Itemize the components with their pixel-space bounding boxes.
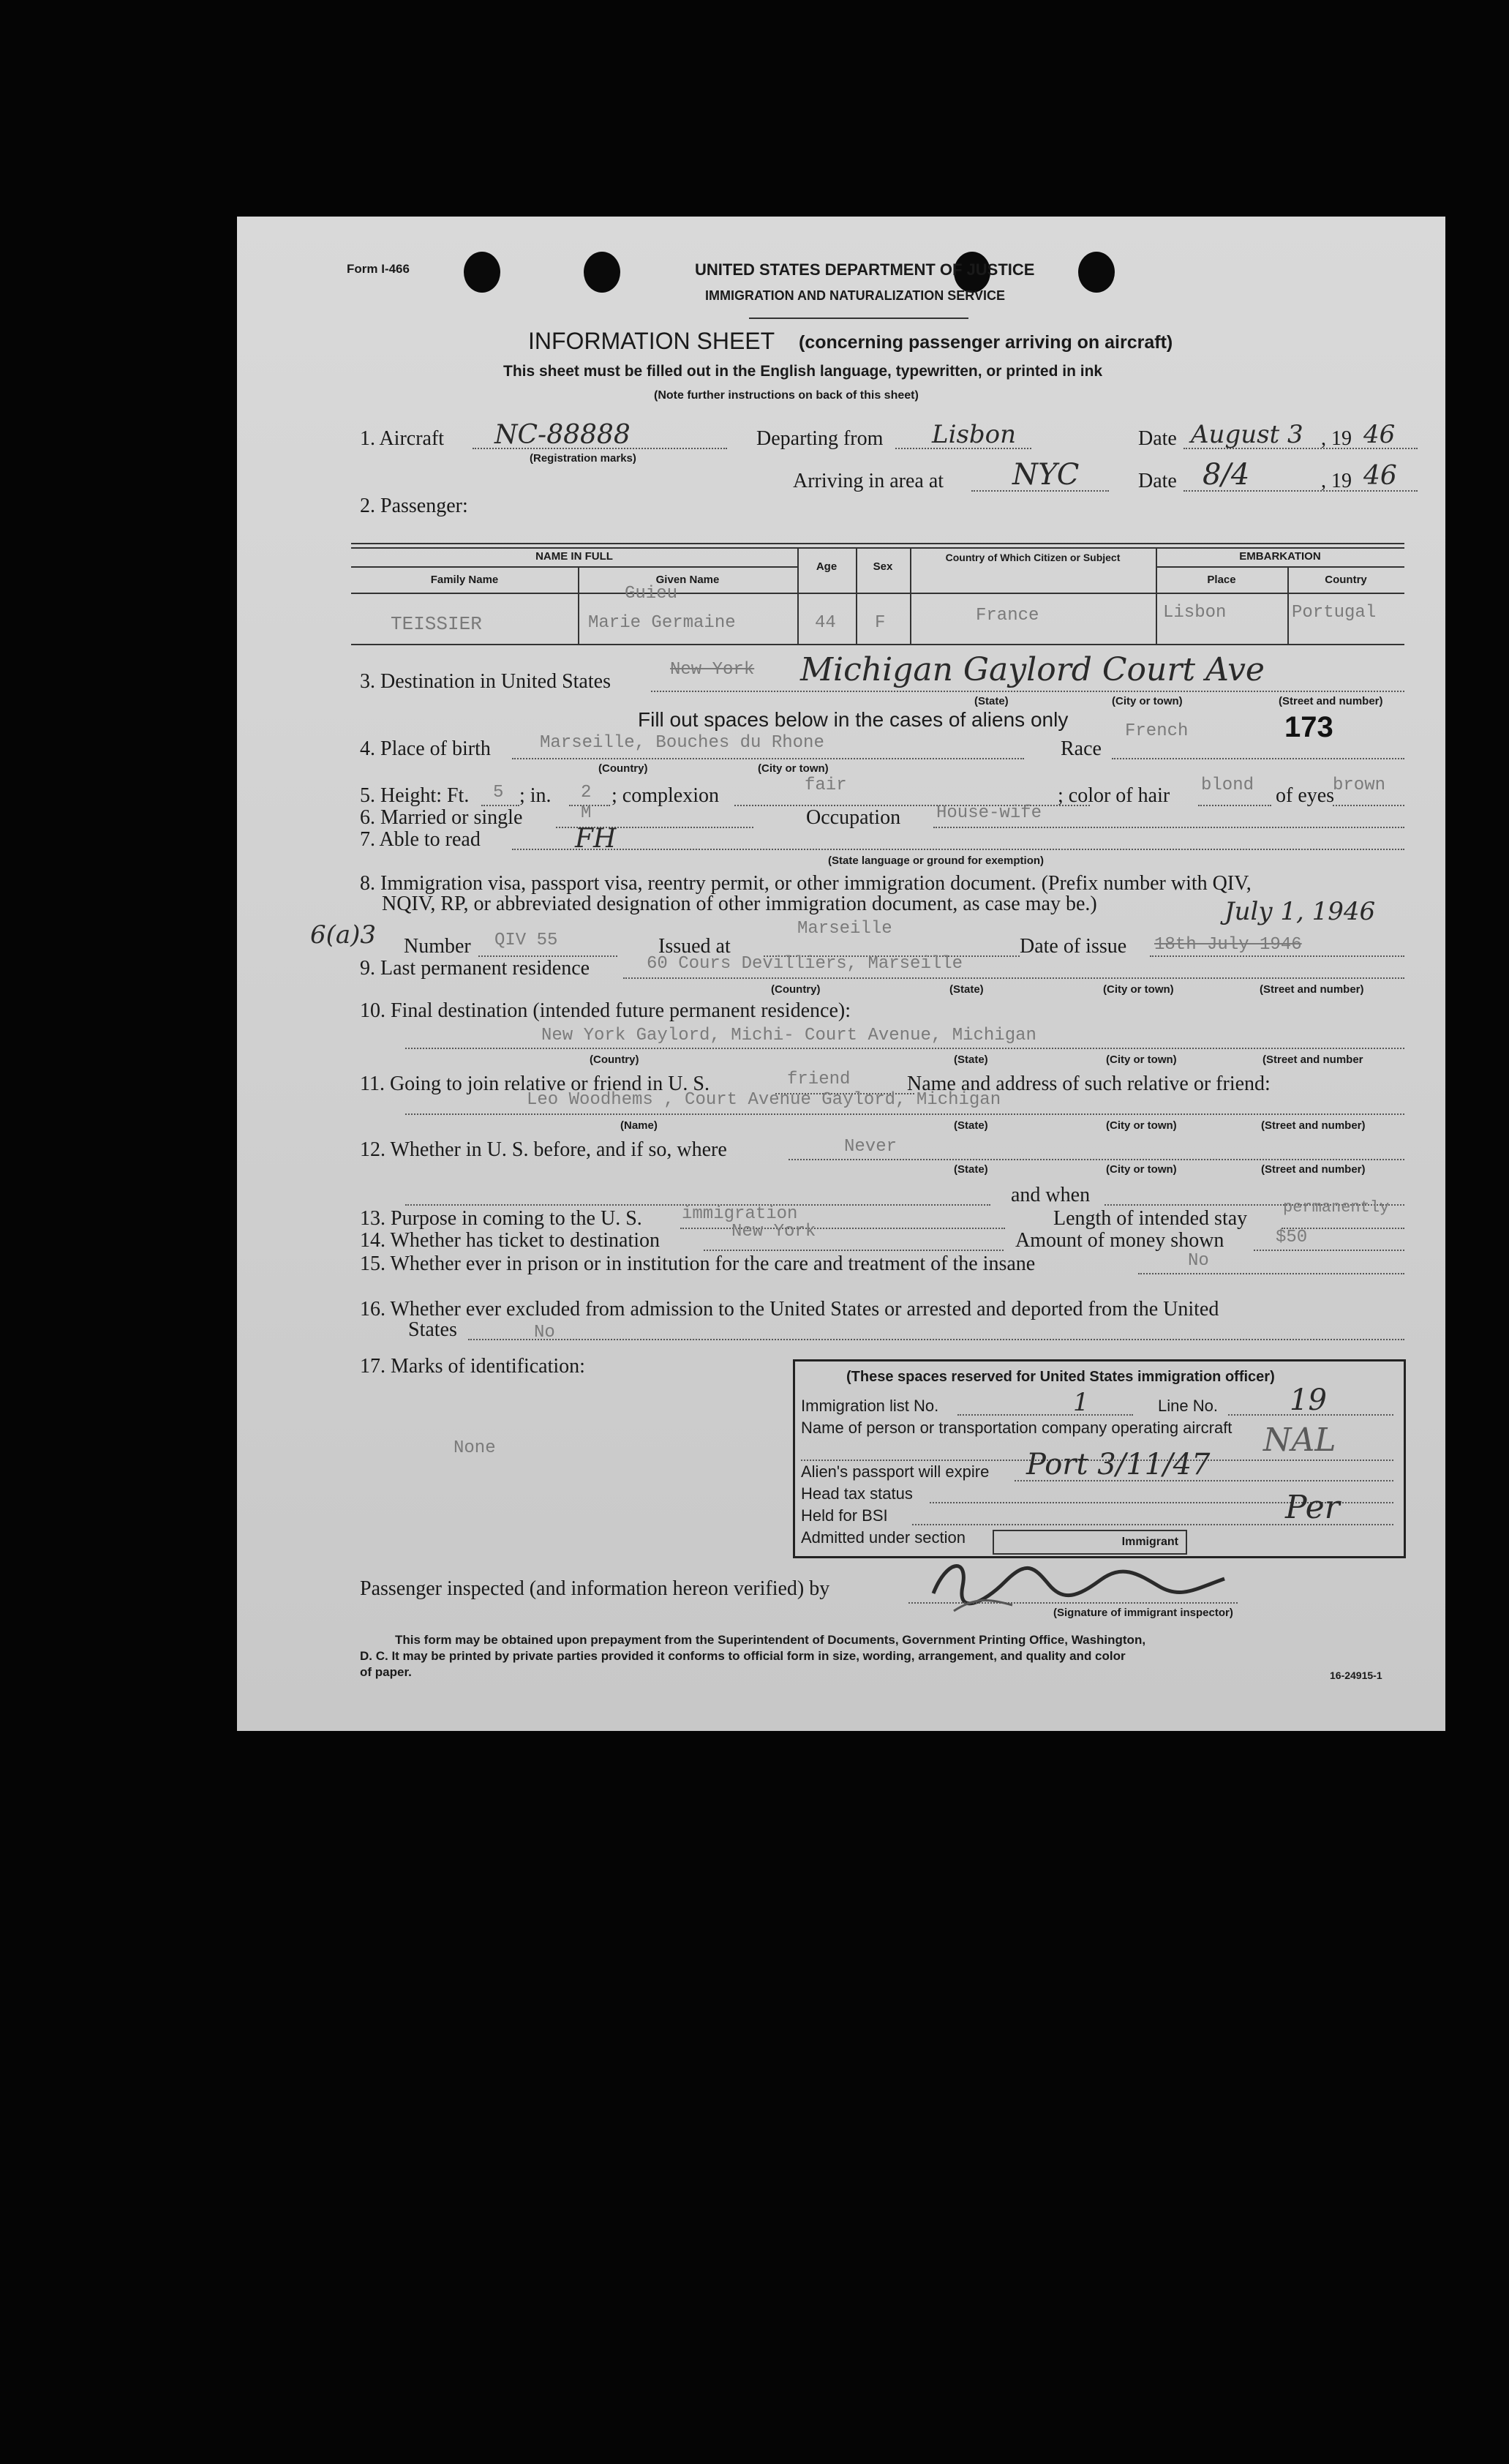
table-rule (351, 644, 1404, 645)
stay-value: permanently (1283, 1198, 1390, 1217)
state-caption: (State) (974, 695, 1009, 707)
purpose-label: 13. Purpose in coming to the U. S. (360, 1207, 642, 1230)
maiden-name: Guieu (625, 584, 678, 604)
hair-label: ; color of hair (1058, 784, 1170, 807)
country-caption: (Country) (598, 762, 648, 775)
height-ft: 5 (493, 783, 504, 803)
company-label: Name of person or transportation company operating aircraft (801, 1419, 1233, 1437)
city-caption: (City or town) (1112, 695, 1183, 707)
height-in: 2 (581, 783, 592, 803)
embarkation-header: EMBARKATION (1239, 550, 1321, 563)
eyes-label: of eyes (1276, 784, 1335, 807)
sex-value: F (875, 613, 886, 633)
visa-margin-note: 6(a)3 (310, 920, 377, 950)
instruction-text: This sheet must be filled out in the English language, typewritten, or printed in ink (503, 363, 1103, 380)
ticket-label: 14. Whether has ticket to destination (360, 1229, 661, 1252)
height-in-label: ; in. (519, 784, 552, 807)
race-label: Race (1061, 737, 1102, 760)
occupation-value: House-wife (936, 803, 1042, 823)
ticket-line (704, 1250, 1004, 1251)
signature-line (908, 1602, 1238, 1604)
date2-value: 8/4 (1203, 458, 1250, 492)
ticket-value: New York (731, 1222, 816, 1242)
divider (749, 318, 968, 319)
state-caption: (State) (954, 1053, 988, 1066)
form-title-note: (concerning passenger arriving on aircraft) (799, 332, 1173, 353)
marks-label: 17. Marks of identification: (360, 1355, 585, 1378)
aircraft-value: NC-88888 (494, 420, 631, 450)
family-header: Family Name (430, 574, 499, 586)
issue-date-typed: 18th July 1946 (1154, 935, 1302, 955)
issue-date-hand: July 1, 1946 (1224, 897, 1376, 926)
relative-name-label: Name and address of such relative or friend: (907, 1073, 1271, 1095)
marks-value: None (454, 1438, 496, 1458)
married-label: 6. Married or single (360, 806, 523, 829)
year-prefix: , 19 (1321, 427, 1352, 450)
join-value: friend (787, 1070, 851, 1089)
form-code: 16-24915-1 (1330, 1669, 1382, 1681)
read-label: 7. Able to read (360, 828, 481, 851)
excluded-line (468, 1339, 1404, 1340)
residence-line (623, 977, 1404, 979)
before-line (789, 1159, 1404, 1160)
admitted-stamp: Immigrant (993, 1530, 1187, 1555)
name-caption: (Name) (620, 1119, 658, 1132)
state-caption: (State) (954, 1163, 988, 1176)
table-rule (351, 593, 1404, 594)
instruction-note: (Note further instructions on back of this sheet) (654, 389, 919, 402)
excluded-value: No (534, 1323, 555, 1342)
state-caption: (State) (949, 983, 984, 996)
join-label: 11. Going to join relative or friend in U. S. (360, 1073, 710, 1095)
married-value: M (581, 803, 592, 823)
hair-line (1198, 805, 1271, 806)
line-value: 19 (1290, 1383, 1327, 1417)
final-destination-line (405, 1048, 1404, 1049)
visa-number-label: Number (404, 935, 471, 958)
when-label: and when (1011, 1184, 1091, 1206)
city-caption: (City or town) (758, 762, 829, 775)
read-caption: (State language or ground for exemption) (828, 854, 1045, 867)
street-caption: (Street and number) (1279, 695, 1383, 707)
residence-value: 60 Cours Devilliers, Marseille (647, 954, 963, 974)
footer-text-2: D. C. It may be printed by private parties provided it conforms to official form in size, wording, arrangement, and quality and color (360, 1649, 1126, 1663)
inspection-label: Passenger inspected (and information hereon verified) by (360, 1577, 830, 1600)
initials: Per (1285, 1489, 1340, 1526)
table-rule (351, 566, 797, 568)
date2-label: Date (1138, 470, 1177, 492)
hair-value: blond (1201, 775, 1254, 795)
city-caption: (City or town) (1103, 983, 1174, 996)
street-caption: (Street and number (1262, 1053, 1363, 1066)
excluded-label-2: States (408, 1318, 457, 1341)
passport-value: Port 3/11/47 (1026, 1448, 1211, 1481)
money-line (1254, 1250, 1404, 1251)
city-caption: (City or town) (1106, 1053, 1177, 1066)
destination-label: 3. Destination in United States (360, 670, 611, 693)
aliens-note: Fill out spaces below in the cases of aliens only (638, 708, 1069, 731)
given-header: Given Name (655, 574, 720, 586)
country-caption: (Country) (590, 1053, 639, 1066)
departing-label: Departing from (756, 427, 884, 450)
officer-reserved-box (793, 1359, 1406, 1558)
form-title: INFORMATION SHEET (528, 328, 775, 354)
prison-value: No (1188, 1251, 1209, 1271)
punch-hole (464, 252, 500, 293)
family-name: TEISSIER (391, 613, 482, 635)
name-header: NAME IN FULL (535, 550, 613, 563)
purpose-value: immigration (682, 1204, 798, 1224)
city-caption: (City or town) (1106, 1163, 1177, 1176)
relative-line (405, 1113, 1404, 1115)
officer-box-title: (These spaces reserved for United States immigration officer) (846, 1369, 1275, 1385)
street-caption: (Street and number) (1261, 1163, 1366, 1176)
year2-value: 46 (1363, 461, 1397, 491)
residence-label: 9. Last permanent residence (360, 957, 590, 980)
country-caption: (Country) (771, 983, 821, 996)
prison-label: 15. Whether ever in prison or in institution for the care and treatment of the insane (360, 1252, 1036, 1275)
footer-text-3: of paper. (360, 1665, 412, 1679)
read-value: FH (575, 824, 617, 854)
list-line (957, 1414, 1133, 1416)
prison-line (1138, 1273, 1404, 1274)
country-header: Country of Which Citizen or Subject (945, 552, 1121, 563)
form-sheet (237, 217, 1445, 1731)
street-caption: (Street and number) (1260, 983, 1364, 996)
read-line (512, 849, 1404, 850)
embark-country-header: Country (1325, 574, 1367, 586)
year-prefix: , 19 (1321, 470, 1352, 492)
final-destination-value: New York Gaylord, Michi- Court Avenue, Michigan (541, 1026, 1036, 1045)
year1-value: 46 (1363, 420, 1396, 449)
eyes-line (1333, 805, 1404, 806)
service-heading: IMMIGRATION AND NATURALIZATION SERVICE (705, 288, 1005, 303)
birth-line (512, 758, 1024, 759)
registration-caption: (Registration marks) (530, 452, 636, 465)
destination-handwritten: Michigan Gaylord Court Ave (800, 651, 1265, 688)
excluded-label: 16. Whether ever excluded from admission to the United States or arrested and deported from the United (360, 1298, 1219, 1321)
passenger-label: 2. Passenger: (360, 495, 468, 517)
age-header: Age (816, 560, 838, 573)
stay-label: Length of intended stay (1053, 1207, 1248, 1230)
arriving-label: Arriving in area at (793, 470, 944, 492)
before-label: 12. Whether in U. S. before, and if so, where (360, 1138, 727, 1161)
department-heading: UNITED STATES DEPARTMENT OF JUSTICE (695, 260, 1035, 279)
embark-country: Portugal (1292, 603, 1377, 623)
sex-header: Sex (873, 560, 893, 573)
destination-typed: New York (670, 660, 755, 680)
final-destination-label: 10. Final destination (intended future permanent residence): (360, 999, 851, 1022)
table-rule (910, 547, 911, 644)
destination-line (651, 691, 1404, 692)
departing-value: Lisbon (932, 420, 1017, 449)
occupation-label: Occupation (806, 806, 901, 829)
punch-hole (1078, 252, 1115, 293)
complexion-value: fair (805, 775, 847, 795)
footer-text: This form may be obtained upon prepayment from the Superintendent of Documents, Government Printing Office, Washington, (395, 1633, 1146, 1647)
bsi-label: Held for BSI (801, 1506, 888, 1525)
age-value: 44 (815, 613, 836, 633)
given-name: Marie Germaine (588, 613, 736, 633)
city-caption: (City or town) (1106, 1119, 1177, 1132)
date1-label: Date (1138, 427, 1177, 450)
race-line (1112, 758, 1404, 759)
complexion-label: ; complexion (611, 784, 719, 807)
list-value: 1 (1073, 1388, 1089, 1417)
money-value: $50 (1276, 1228, 1308, 1247)
birth-value: Marseille, Bouches du Rhone (540, 733, 824, 753)
race-code: 173 (1284, 711, 1333, 743)
form-number: Form I-466 (347, 262, 410, 276)
table-rule (1156, 566, 1404, 568)
passport-label: Alien's passport will expire (801, 1462, 990, 1481)
race-value: French (1125, 721, 1189, 741)
issue-date-line (1150, 955, 1404, 957)
line-label: Line No. (1158, 1397, 1218, 1415)
citizen-country: France (976, 606, 1039, 626)
aircraft-label: 1. Aircraft (360, 427, 445, 450)
occupation-line (933, 827, 1404, 828)
eyes-value: brown (1333, 775, 1386, 795)
issued-value: Marseille (797, 919, 892, 939)
date1-value: August 3 (1191, 420, 1303, 449)
issued-label: Issued at (658, 935, 731, 958)
visa-label-2: NQIV, RP, or abbreviated designation of other immigration document, as case may be.) (382, 893, 1097, 915)
state-caption: (State) (954, 1119, 988, 1132)
birth-label: 4. Place of birth (360, 737, 491, 760)
embark-place: Lisbon (1163, 603, 1227, 623)
punch-hole (584, 252, 620, 293)
list-label: Immigration list No. (801, 1397, 939, 1415)
money-label: Amount of money shown (1015, 1229, 1224, 1252)
street-caption: (Street and number) (1261, 1119, 1366, 1132)
relative-value: Leo Woodhems , Court Avenue Gaylord, Michigan (527, 1090, 1001, 1110)
arriving-value: NYC (1012, 458, 1080, 492)
headtax-label: Head tax status (801, 1484, 913, 1503)
place-header: Place (1207, 574, 1236, 586)
table-rule (351, 543, 1404, 544)
issue-date-label: Date of issue (1020, 935, 1127, 958)
before-value: Never (844, 1137, 898, 1157)
table-rule (351, 547, 1404, 549)
visa-label: 8. Immigration visa, passport visa, reentry permit, or other immigration document. (Prefix number with QIV, (360, 872, 1252, 895)
visa-number: QIV 55 (494, 931, 558, 950)
signature-caption: (Signature of immigrant inspector) (1053, 1607, 1233, 1619)
purpose-line (680, 1228, 1005, 1229)
height-label: 5. Height: Ft. (360, 784, 470, 807)
admitted-label: Admitted under section (801, 1528, 966, 1547)
company-value: NAL (1263, 1421, 1336, 1459)
